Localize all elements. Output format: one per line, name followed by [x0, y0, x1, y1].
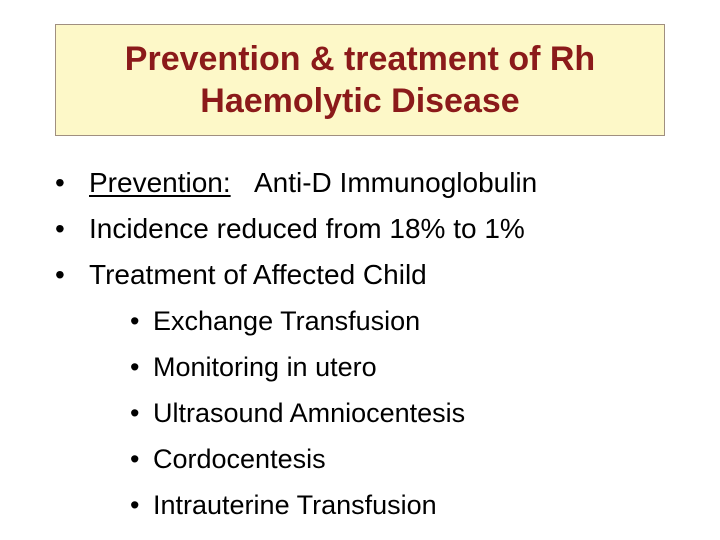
sub-bullet-cordocentesis [0, 436, 720, 482]
bullet-icon: • [130, 306, 140, 336]
sub-bullet-monitoring [0, 344, 720, 390]
sub-bullet-exchange-transfusion [0, 298, 720, 344]
bullet-icon: • [55, 213, 65, 244]
bullet-item-treatment [0, 252, 720, 298]
sub-bullet-ultrasound [0, 390, 720, 436]
bullet-icon: • [130, 490, 140, 520]
intrauterine-text: Intrauterine Transfusion [153, 490, 437, 520]
incidence-text: Incidence reduced from 18% to 1% [89, 213, 525, 244]
bullet-icon: • [55, 167, 65, 198]
slide-title-line-1: Prevention & treatment of Rh [124, 40, 596, 78]
bullet-icon: • [130, 398, 140, 428]
treatment-text: Treatment of Affected Child [89, 259, 427, 290]
cordocentesis-text: Cordocentesis [153, 444, 326, 474]
bullet-item-prevention [0, 160, 720, 206]
monitoring-text: Monitoring in utero [153, 352, 377, 382]
bullet-icon: • [130, 444, 140, 474]
exchange-transfusion-text: Exchange Transfusion [153, 306, 421, 336]
bullet-list [0, 160, 720, 528]
sub-bullet-intrauterine [0, 482, 720, 528]
slide-title-line-2: Haemolytic Disease [200, 82, 520, 120]
ultrasound-text: Ultrasound Amniocentesis [153, 398, 466, 428]
bullet-icon: • [55, 259, 65, 290]
prevention-label: Prevention: [89, 167, 231, 198]
bullet-icon: • [130, 352, 140, 382]
bullet-item-incidence [0, 206, 720, 252]
slide-title-box [55, 24, 665, 136]
prevention-text: Anti-D Immunoglobulin [253, 167, 538, 198]
